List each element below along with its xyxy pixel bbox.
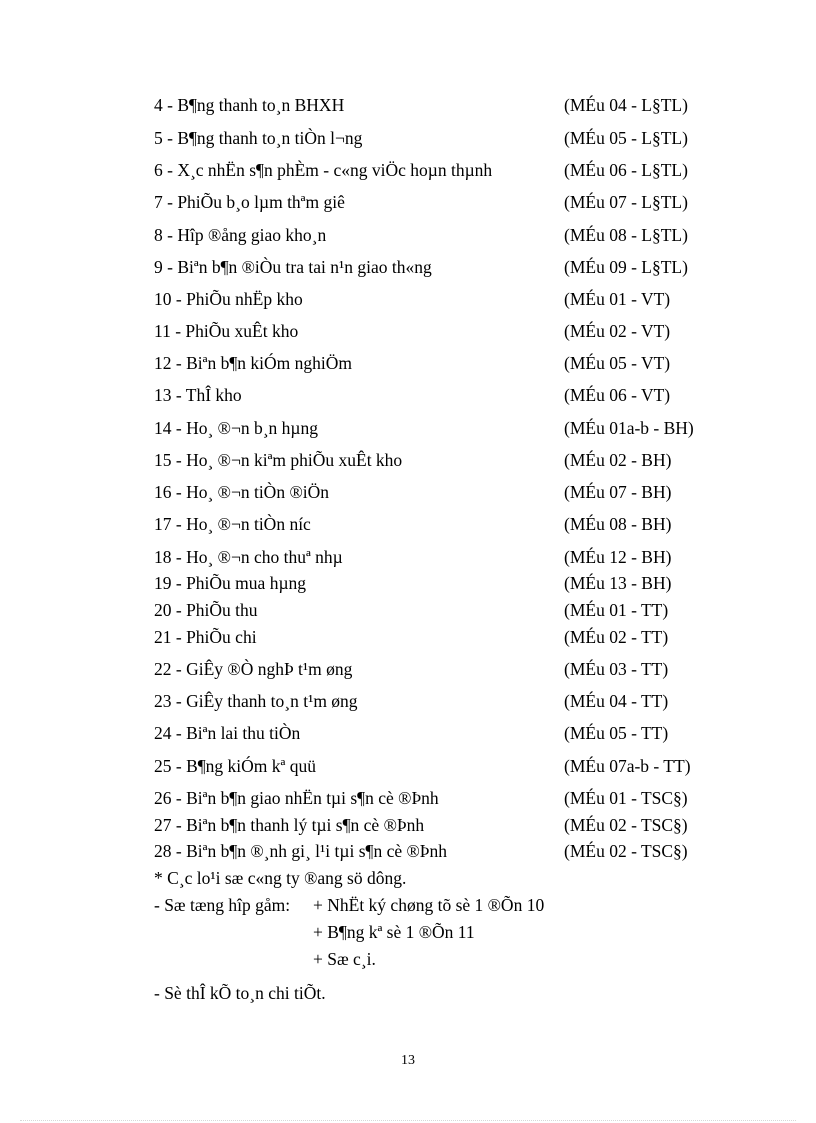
books-heading: * C¸c lo¹i sæ c«ng ty ®ang sö dông. [154,868,407,888]
form-code: (MÉu 05 - L§TL) [564,128,688,148]
list-item [154,415,714,441]
list-item [154,350,714,376]
list-item [154,254,714,280]
list-item [154,479,714,505]
form-name: 23 - GiÊy thanh to¸n t¹m øng [154,691,358,711]
form-code: (MÉu 05 - VT) [564,353,671,373]
list-item [154,544,714,570]
form-code: (MÉu 04 - L§TL) [564,95,688,115]
form-code: (MÉu 07a-b - TT) [564,756,691,776]
form-code: (MÉu 08 - BH) [564,514,672,534]
list-item [154,189,714,215]
form-code: (MÉu 02 - TSC§) [564,815,688,835]
form-name: 24 - Biªn lai thu tiÒn [154,723,301,743]
ledger-item: + Sæ c¸i. [313,949,376,969]
form-name: 21 - PhiÕu chi [154,627,257,647]
form-name: 13 - ThÎ kho [154,385,242,405]
form-code: (MÉu 06 - L§TL) [564,160,688,180]
form-name: 22 - GiÊy ®Ò nghÞ t¹m øng [154,659,353,679]
list-item [154,838,714,864]
form-name: 19 - PhiÕu mua hµng [154,573,307,593]
form-name: 8 - Hîp ®ång giao kho¸n [154,225,327,245]
form-name: 18 - Ho¸ ®¬n cho thuª nhµ [154,547,343,567]
form-code: (MÉu 02 - VT) [564,321,671,341]
list-item [154,447,714,473]
form-name: 4 - B¶ng thanh to¸n BHXH [154,95,345,115]
form-name: 7 - PhiÕu b¸o lµm thªm giê [154,192,345,212]
form-code: (MÉu 01a-b - BH) [564,418,694,438]
form-code: (MÉu 02 - TSC§) [564,841,688,861]
page-number: 13 [401,1053,415,1068]
list-item [154,624,714,650]
list-item [154,222,714,248]
form-name: 6 - X¸c nhËn s¶n phÈm - c«ng viÖc hoµn thµnh [154,160,493,180]
list-item [154,92,714,118]
list-item [154,318,714,344]
list-item [154,597,714,623]
form-name: 11 - PhiÕu xuÊt kho [154,321,299,341]
list-item [154,720,714,746]
form-code: (MÉu 01 - TT) [564,600,669,620]
form-code: (MÉu 06 - VT) [564,385,671,405]
form-name: 16 - Ho¸ ®¬n tiÒn ®iÖn [154,482,329,502]
form-code: (MÉu 05 - TT) [564,723,669,743]
form-code: (MÉu 03 - TT) [564,659,669,679]
form-name: 28 - Biªn b¶n ®¸nh gi¸ l¹i tµi s¶n cè ®Þnh [154,841,448,861]
list-item [154,753,714,779]
list-item [154,785,714,811]
detail-note: - Sè thÎ kÕ to¸n chi tiÕt. [154,983,326,1003]
form-name: 15 - Ho¸ ®¬n kiªm phiÕu xuÊt kho [154,450,403,470]
form-code: (MÉu 01 - VT) [564,289,671,309]
form-name: 5 - B¶ng thanh to¸n tiÒn l¬ng [154,128,363,148]
list-item [154,812,714,838]
form-code: (MÉu 01 - TSC§) [564,788,688,808]
list-item [154,125,714,151]
form-code: (MÉu 13 - BH) [564,573,672,593]
form-code: (MÉu 07 - BH) [564,482,672,502]
form-code: (MÉu 02 - TT) [564,627,669,647]
form-name: 12 - Biªn b¶n kiÓm nghiÖm [154,353,352,373]
ledger-label: - Sæ tæng hîp gåm: [154,895,291,915]
list-item [154,688,714,714]
list-item [154,570,714,596]
form-code: (MÉu 09 - L§TL) [564,257,688,277]
form-code: (MÉu 02 - BH) [564,450,672,470]
list-item [154,157,714,183]
ledger-item: + B¶ng kª sè 1 ®Õn 11 [313,922,475,942]
form-name: 27 - Biªn b¶n thanh lý tµi s¶n cè ®Þnh [154,815,425,835]
form-name: 17 - Ho¸ ®¬n tiÒn níc [154,514,311,534]
list-item [154,511,714,537]
form-name: 10 - PhiÕu nhËp kho [154,289,303,309]
form-name: 26 - Biªn b¶n giao nhËn tµi s¶n cè ®Þnh [154,788,439,808]
ledger-item: + NhËt ký chøng tõ sè 1 ®Õn 10 [313,895,545,915]
form-name: 20 - PhiÕu thu [154,600,258,620]
form-code: (MÉu 12 - BH) [564,547,672,567]
form-code: (MÉu 07 - L§TL) [564,192,688,212]
form-code: (MÉu 08 - L§TL) [564,225,688,245]
list-item [154,656,714,682]
form-name: 9 - Biªn b¶n ®iÒu tra tai n¹n giao th«ng [154,257,432,277]
form-name: 14 - Ho¸ ®¬n b¸n hµng [154,418,318,438]
page-bottom-divider [20,1120,796,1121]
form-code: (MÉu 04 - TT) [564,691,669,711]
form-name: 25 - B¶ng kiÓm kª quü [154,756,316,776]
list-item [154,286,714,312]
list-item [154,382,714,408]
